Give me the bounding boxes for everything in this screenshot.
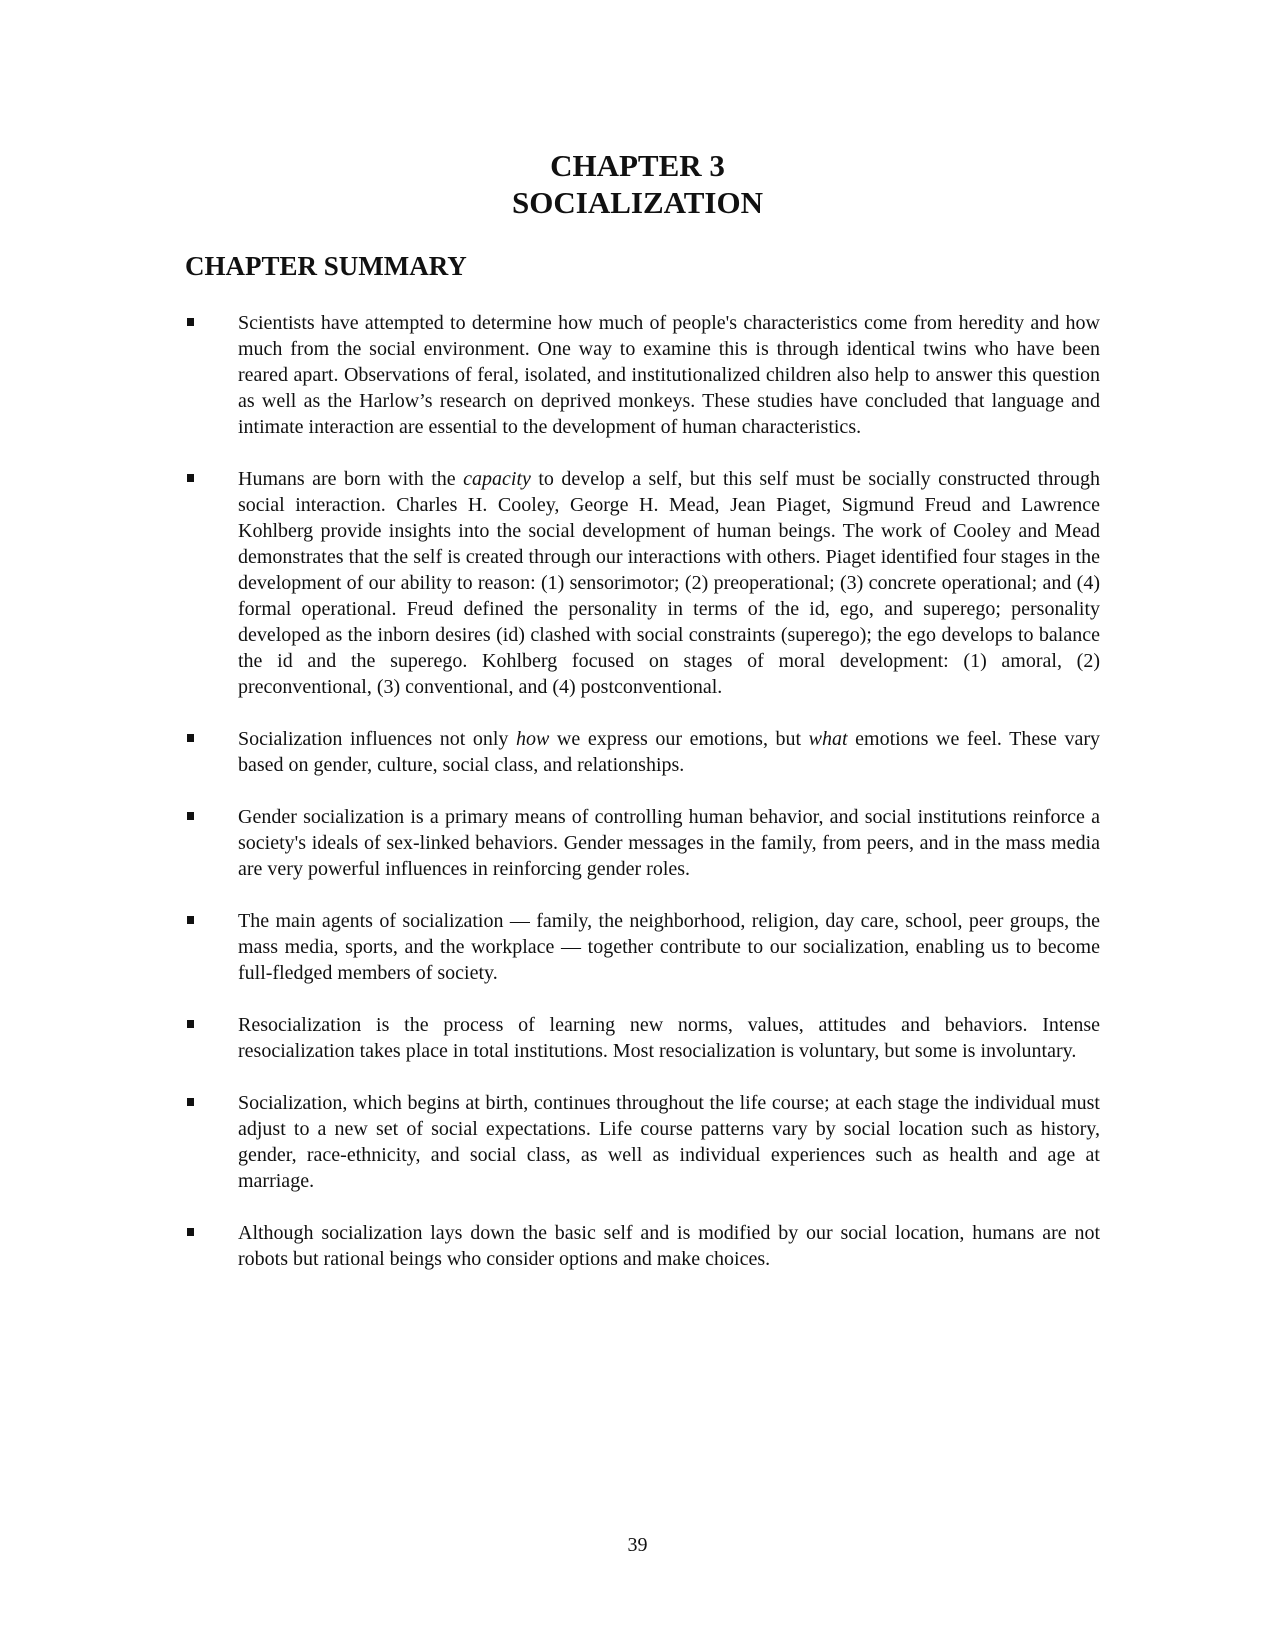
square-bullet-icon (187, 318, 194, 326)
summary-bullet-item (185, 908, 1100, 986)
square-bullet-icon (187, 1020, 194, 1028)
text-run: Although socialization lays down the basic self and is modified by our social location, humans are not robots but rational beings who consider options and make choices. (238, 1222, 1100, 1270)
chapter-number: CHAPTER 3 (550, 148, 725, 183)
bullet-text (238, 1222, 1100, 1270)
square-bullet-icon (187, 474, 194, 482)
summary-bullet-item (185, 1012, 1100, 1064)
bullet-text (238, 806, 1100, 880)
text-run: emotions we feel. These vary based on gender, culture, social class, and relationships. (238, 728, 1100, 776)
summary-bullet-item (185, 804, 1100, 882)
bullet-text (238, 1092, 1100, 1192)
square-bullet-icon (187, 812, 194, 820)
italic-text-run: what (808, 728, 848, 750)
chapter-heading (0, 147, 1275, 221)
summary-bullet-item (185, 310, 1100, 440)
section-heading: CHAPTER SUMMARY (185, 251, 467, 281)
summary-bullet-item (185, 726, 1100, 778)
bullet-text (238, 1014, 1100, 1062)
square-bullet-icon (187, 734, 194, 742)
bullet-text (238, 312, 1100, 438)
bullet-text (238, 910, 1100, 984)
chapter-title: SOCIALIZATION (512, 185, 763, 220)
summary-bullet-list (185, 310, 1100, 1298)
summary-bullet-item (185, 466, 1100, 700)
summary-bullet-item (185, 1090, 1100, 1194)
text-run: Resocialization is the process of learning new norms, values, attitudes and behaviors. Intense resocialization takes place in total institutions. Most resocialization is voluntary, but some is involuntary. (238, 1014, 1100, 1062)
text-run: we express our emotions, but (549, 728, 809, 750)
italic-text-run: capacity (463, 468, 531, 490)
text-run: Gender socialization is a primary means of controlling human behavior, and social institutions reinforce a society's ideals of sex-linked behaviors. Gender messages in the family, from peers, and in the mass media are very powerful influences in reinforcing gender roles. (238, 806, 1100, 880)
text-run: Scientists have attempted to determine how much of people's characteristics come from heredity and how much from the social environment. One way to examine this is through identical twins who have been reared apart. Observations of feral, isolated, and institutionalized children also help to answer this question as well as the Harlow’s research on deprived monkeys. These studies have concluded that language and intimate interaction are essential to the development of human characteristics. (238, 312, 1100, 438)
bullet-text (238, 468, 1100, 698)
square-bullet-icon (187, 1098, 194, 1106)
square-bullet-icon (187, 1228, 194, 1236)
text-run: Socialization influences not only (238, 728, 517, 750)
summary-bullet-item (185, 1220, 1100, 1272)
page-number: 39 (627, 1534, 648, 1556)
italic-text-run: how (516, 728, 550, 750)
text-run: Humans are born with the (238, 468, 464, 490)
text-run: to develop a self, but this self must be socially constructed through social interaction. Charles H. Cooley, George H. Mead, Jean Piaget, Sigmund Freud and Lawrence Kohlberg provide insights into the social development of human beings. The work of Cooley and Mead demonstrates that the self is created through our interactions with others. Piaget identified four stages in the development of our ability to reason: (1) sensorimotor; (2) preoperational; (3) concrete operational; and (4) formal operational. Freud defined the personality in terms of the id, ego, and superego; personality developed as the inborn desires (id) clashed with social constraints (superego); the ego develops to balance the id and the superego. Kohlberg focused on stages of moral development: (1) amoral, (2) preconventional, (3) conventional, and (4) postconventional. (238, 468, 1100, 698)
square-bullet-icon (187, 916, 194, 924)
text-run: The main agents of socialization — family, the neighborhood, religion, day care, school, peer groups, the mass media, sports, and the workplace — together contribute to our socialization, enabling us to become full-fledged members of society. (238, 910, 1100, 984)
bullet-text (238, 728, 1100, 776)
text-run: Socialization, which begins at birth, continues throughout the life course; at each stage the individual must adjust to a new set of social expectations. Life course patterns vary by social location such as history, gender, race-ethnicity, and social class, as well as individual experiences such as health and age at marriage. (238, 1092, 1100, 1192)
